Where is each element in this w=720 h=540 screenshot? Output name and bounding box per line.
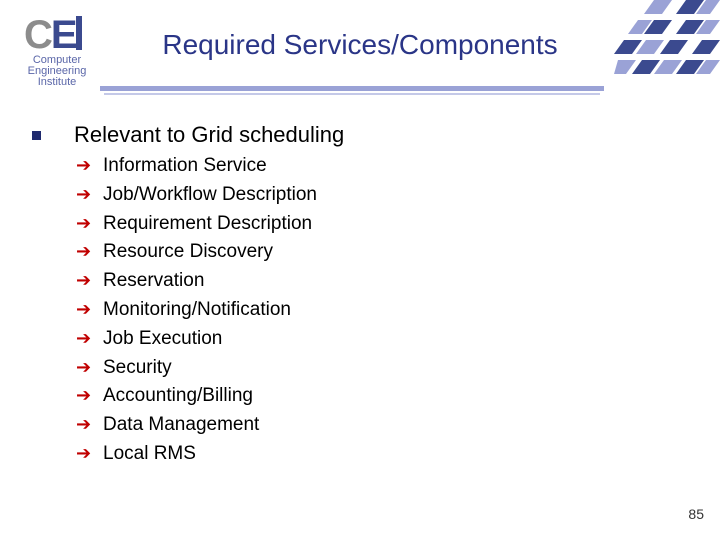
page-number: 85	[688, 506, 704, 522]
list-item-label: Accounting/Billing	[103, 385, 253, 407]
title-underline-bar	[100, 86, 604, 91]
logo-i-bar	[76, 16, 82, 50]
right-arrow-icon: ➔	[76, 241, 92, 263]
right-arrow-icon: ➔	[76, 270, 92, 292]
slide-title: Required Services/Components	[162, 29, 558, 60]
title-underline-thin-bar	[104, 93, 600, 95]
list-item-label: Requirement Description	[103, 212, 313, 234]
right-arrow-icon: ➔	[76, 327, 92, 349]
right-arrow-icon: ➔	[76, 442, 92, 464]
logo-caption	[18, 55, 96, 88]
logo-line-1: Computer	[32, 54, 82, 66]
logo-line-3: Institute	[37, 76, 77, 88]
right-arrow-icon: ➔	[76, 183, 92, 205]
right-arrow-icon: ➔	[76, 212, 92, 234]
list-item-label: Job Execution	[103, 327, 223, 349]
right-arrow-icon: ➔	[76, 155, 92, 176]
right-arrow-icon: ➔	[76, 356, 92, 378]
list-item-label: Monitoring/Notification	[103, 298, 291, 320]
right-arrow-icon: ➔	[76, 298, 92, 320]
right-arrow-icon: ➔	[76, 414, 92, 436]
corner-decoration	[614, 0, 720, 92]
list-item-label: Security	[103, 356, 172, 378]
main-bullet-text: Relevant to Grid scheduling	[74, 122, 345, 147]
square-bullet-icon	[32, 131, 41, 140]
list-item-label: Data Management	[103, 414, 260, 436]
cei-logo	[18, 10, 98, 92]
list-item-label: Job/Workflow Description	[103, 183, 318, 205]
logo-line-2: Engineering	[27, 65, 87, 77]
list-item-label: Reservation	[103, 270, 205, 292]
logo-mark: CE	[24, 13, 76, 57]
right-arrow-icon: ➔	[76, 385, 92, 407]
list-item-label: Information Service	[103, 155, 267, 176]
list-item-label: Local RMS	[103, 442, 196, 464]
list-item-label: Resource Discovery	[103, 241, 273, 263]
